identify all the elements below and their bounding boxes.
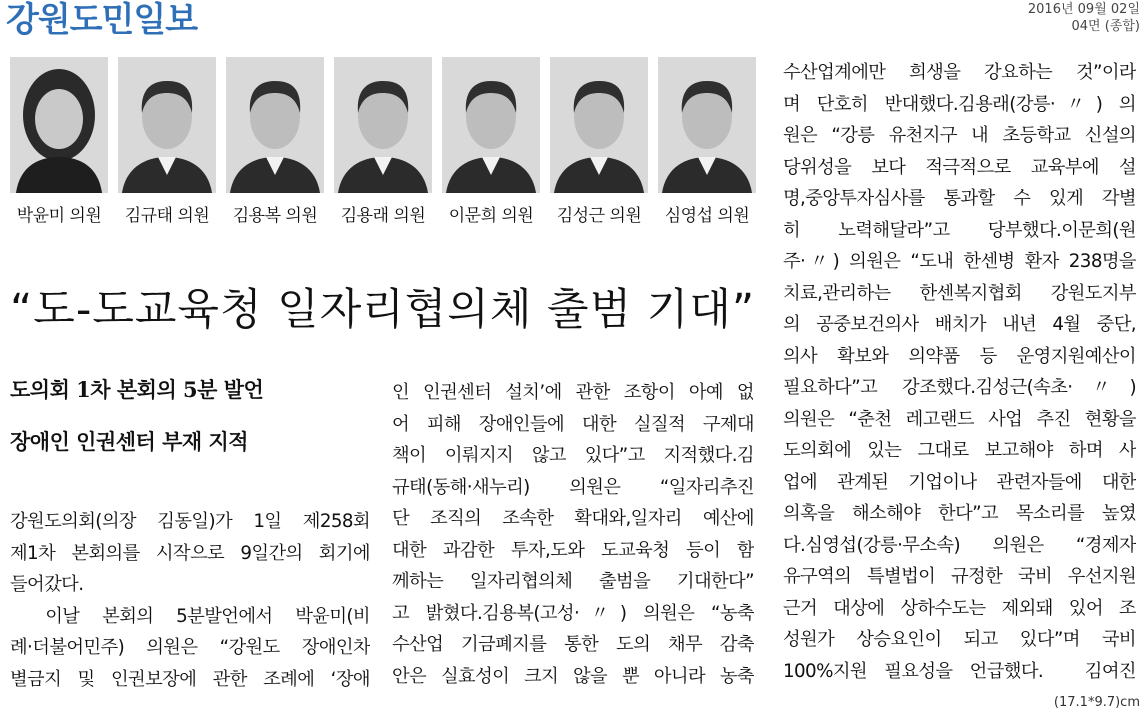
body-line: 업에 관계된 기업이나 관련자들에 대한 xyxy=(783,471,1136,493)
body-line: 성원가 상승요인이 되고 있다”며 국비 xyxy=(783,629,1136,650)
body-line: 대한 과감한 투자,도와 도교육청 등이 함 xyxy=(392,539,754,561)
article-subhead-1: 도의회 1차 본회의 5분 발언 xyxy=(10,377,264,402)
portrait-photo-1 xyxy=(10,57,108,193)
portrait-row xyxy=(10,57,758,197)
body-line: 수산업 기금폐지를 통한 도의 채무 감축 xyxy=(392,634,754,655)
article-subhead-2: 장애인 인권센터 부재 지적 xyxy=(10,429,249,454)
portrait-man-icon xyxy=(334,57,432,193)
portrait-caption-1: 박윤미 의원 xyxy=(16,206,102,226)
body-line: 강원도의회(의장 김동일)가 1일 제258회 xyxy=(10,511,370,532)
portrait-caption-5: 이문희 의원 xyxy=(448,206,534,226)
body-line: 고 밝혔다.김용복(고성·〃) 의원은 “농축 xyxy=(392,602,754,624)
body-line: 원은 “강릉 유천지구 내 초등학교 신설의 xyxy=(783,125,1136,146)
body-line: 어 피해 장애인들에 대한 실질적 구제대 xyxy=(392,413,754,435)
body-line: 단 조직의 조속한 확대와,일자리 예산에 xyxy=(392,508,754,529)
body-line: 주·〃) 의원은 “도내 한센병 환자 238명을 xyxy=(783,251,1136,272)
body-line: 의 공중보건의사 배치가 내년 4월 중단, xyxy=(783,314,1136,335)
body-line: 의혹을 해소해야 한다”고 목소리를 높였 xyxy=(783,503,1136,524)
body-line: 이날 본회의 5분발언에서 박윤미(비 xyxy=(10,605,370,627)
body-line: 며 단호히 반대했다.김용래(강릉·〃) 의 xyxy=(783,93,1136,115)
portrait-man-icon xyxy=(226,57,324,193)
portrait-photo-5 xyxy=(442,57,540,193)
body-line: 별금지 및 인권보장에 관한 조례에 ‘장애 xyxy=(10,668,370,690)
body-line: 규태(동해·새누리) 의원은 “일자리추진 xyxy=(392,476,754,498)
body-line: 도의회에 있는 그대로 보고해야 하며 사 xyxy=(783,440,1136,461)
body-line: 100%지원 필요성을 언급했다. 김여진 xyxy=(783,660,1136,682)
portrait-caption-3: 김용복 의원 xyxy=(232,206,318,226)
portrait-caption-7: 심영섭 의원 xyxy=(664,206,750,226)
portrait-photo-4 xyxy=(334,57,432,193)
body-column-1 xyxy=(10,506,370,695)
portrait-man-icon xyxy=(118,57,216,193)
body-line: 유구역의 특별법이 규정한 국비 우선지원 xyxy=(783,566,1136,587)
body-line: 근거 대상에 상하수도는 제외돼 있어 조 xyxy=(783,597,1136,619)
body-line: 께하는 일자리협의체 출범을 기대한다” xyxy=(392,571,754,592)
body-line: 다.심영섭(강릉·무소속) 의원은 “경제자 xyxy=(783,534,1136,556)
portrait-photo-6 xyxy=(550,57,648,193)
clipping-size-note: (17.1*9.7)cm xyxy=(1053,695,1140,710)
body-line: 들어갔다. xyxy=(10,574,84,595)
body-line: 인 인권센터 설치’에 관한 조항이 아예 없 xyxy=(392,382,754,403)
portrait-caption-4: 김용래 의원 xyxy=(340,206,426,226)
body-line: 례·더불어민주) 의원은 “강원도 장애인차 xyxy=(10,637,370,658)
body-line: 히 노력해달라”고 당부했다.이문희(원 xyxy=(783,219,1136,241)
body-line: 필요하다”고 강조했다.김성근(속초·〃) xyxy=(783,377,1136,398)
page-section: 04면 (종합) xyxy=(1071,19,1140,34)
portrait-caption-2: 김규태 의원 xyxy=(124,206,210,226)
portrait-man-icon xyxy=(550,57,648,193)
body-line: 안은 실효성이 크지 않을 뿐 아니라 농축 xyxy=(392,665,754,687)
body-line: 제1차 본회의를 시작으로 9일간의 회기에 xyxy=(10,542,370,564)
body-line: 당위성을 보다 적극적으로 교육부에 설 xyxy=(783,156,1136,178)
body-line: 의사 확보와 의약품 등 운영지원예산이 xyxy=(783,345,1136,367)
issue-date: 2016년 09월 02일 xyxy=(1027,2,1140,17)
body-line: 의원은 “춘천 레고랜드 사업 추진 현황을 xyxy=(783,408,1136,430)
portrait-photo-3 xyxy=(226,57,324,193)
portrait-man-icon xyxy=(658,57,756,193)
portrait-woman-icon xyxy=(10,57,108,193)
article-headline: “도-도교육청 일자리협의체 출범 기대” xyxy=(10,285,756,335)
portrait-man-icon xyxy=(442,57,540,193)
portrait-caption-6: 김성근 의원 xyxy=(556,206,642,226)
portrait-photo-2 xyxy=(118,57,216,193)
newspaper-logo: 강원도민일보 xyxy=(6,0,198,40)
portrait-photo-7 xyxy=(658,57,756,193)
body-line: 명,중앙투자심사를 통과할 수 있게 각별 xyxy=(783,188,1136,209)
body-line: 치료,관리하는 한센복지협회 강원도지부 xyxy=(783,282,1136,304)
body-column-2 xyxy=(392,377,754,692)
body-line: 수산업계에만 희생을 강요하는 것”이라 xyxy=(783,62,1136,83)
body-column-3 xyxy=(783,57,1136,687)
body-line: 책이 이뤄지지 않고 있다”고 지적했다.김 xyxy=(392,445,754,466)
